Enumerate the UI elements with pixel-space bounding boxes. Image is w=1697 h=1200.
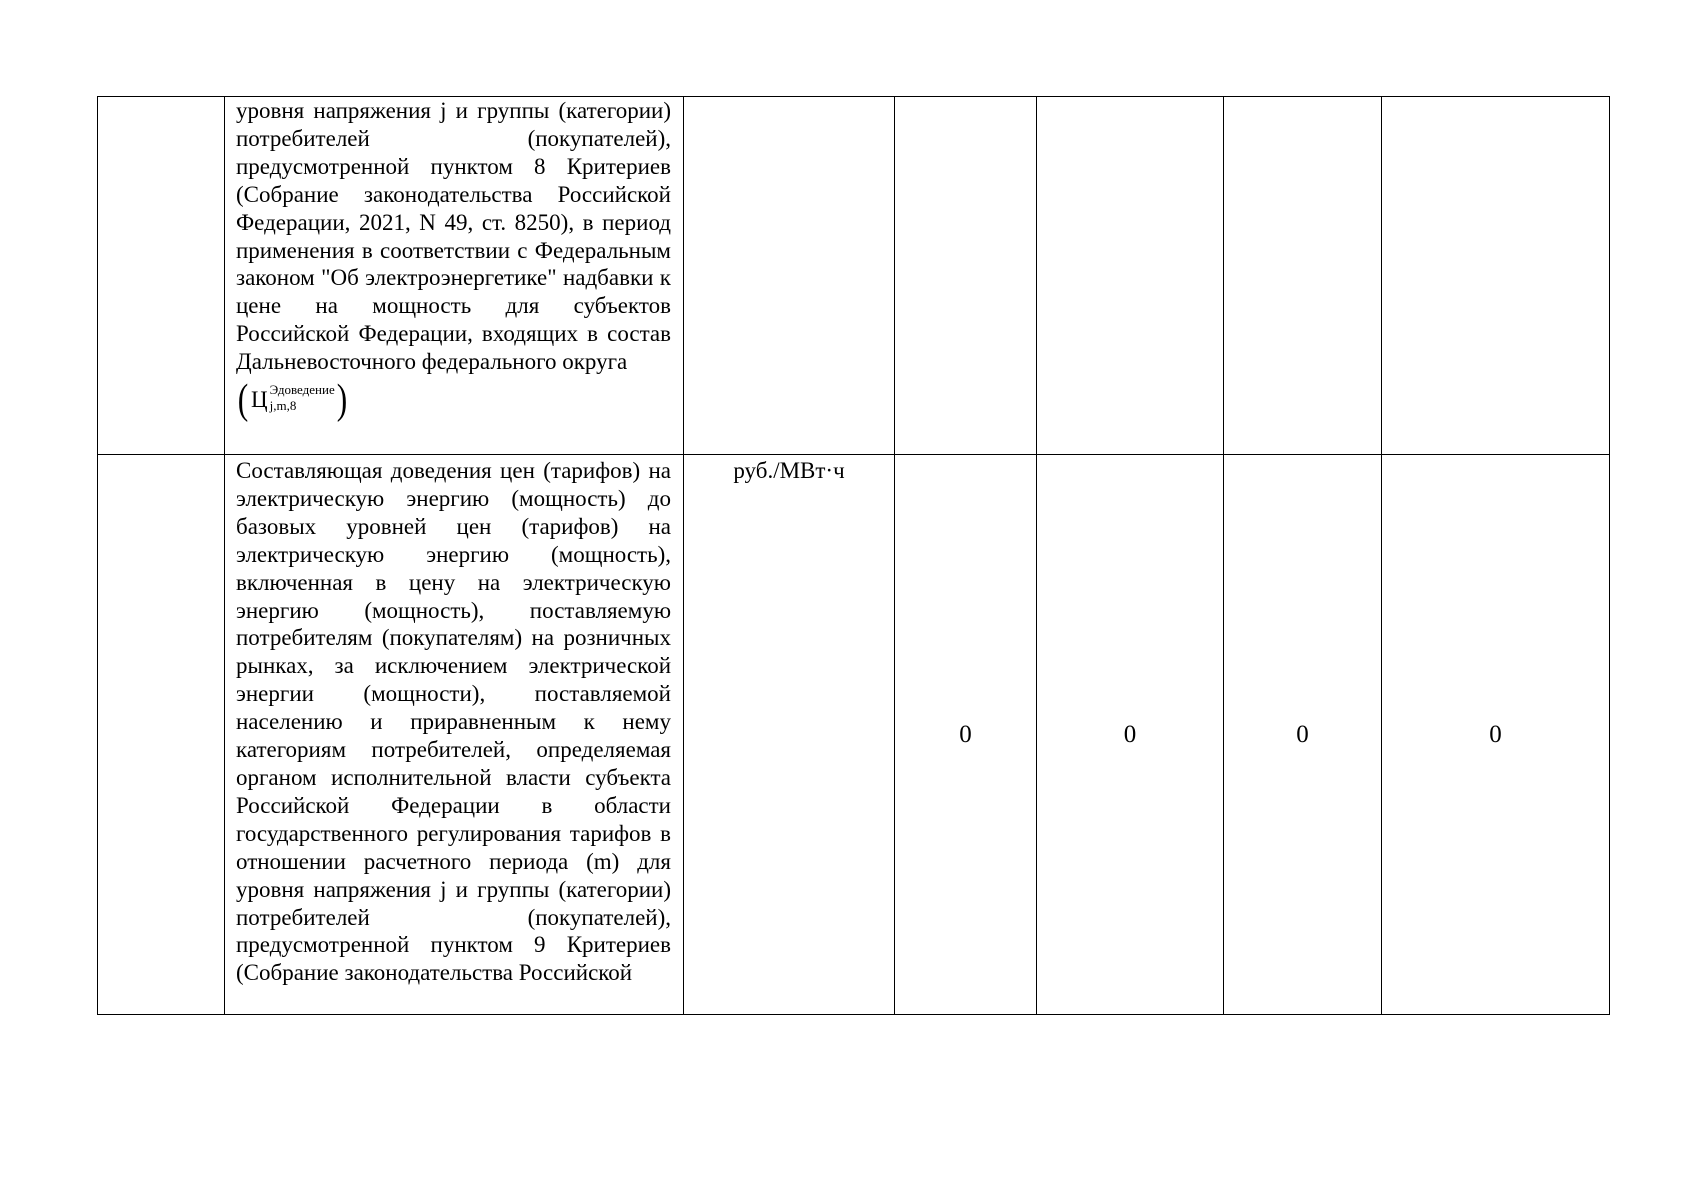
unit-cell [684,455,895,1015]
description-text: Составляющая доведения цен (тарифов) на электрическую энергию (мощность) до базовых уровней цен (тарифов) на электрическую энергию (мощность), включенная в цену на электрическую энергию (мощность), поставляемую потребителям (покупателям) на розничных рынках, за исключением электрической энергии (мощности), поставляемой населению и приравненным к нему категориям потребителей, определяемая органом исполнительной власти субъекта Российской Федерации в области государственного регулирования тарифов в отношении расчетного периода (m) для уровня напряжения j и группы (категории) потребителей (покупателей), предусмотренной пунктом 9 Критериев (Собрание законодательства Российской [236,458,671,986]
row-number-cell [98,455,225,1015]
formula-symbol: Ц [251,387,268,413]
unit-label: руб./МВт·ч [733,458,845,483]
formula-superscript: Эдоведение [269,382,335,398]
tariff-table [97,96,1610,1015]
description-cell [225,97,684,455]
value-cell [1382,97,1610,455]
description-cell [225,455,684,1015]
formula-expression: ( Ц Эдоведение j,m,8 ) [237,377,347,424]
table-row [98,97,1610,455]
value-cell: 0 [1224,455,1382,1015]
value-cell [895,97,1037,455]
value-cell: 0 [1382,455,1610,1015]
formula-subscript: j,m,8 [269,398,297,414]
description-text: уровня напряжения j и группы (категории) потребителей (покупателей), предусмотренной пунктом 8 Критериев (Собрание законодательства Российской Федерации, 2021, N 49, ст. 8250), в период применения в соответствии с Федеральным законом "Об электроэнергетике" надбавки к цене на мощность для субъектов Российской Федерации, входящих в состав Дальневосточного федерального округа [236,98,671,375]
row-number-cell [98,97,225,455]
value-cell: 0 [895,455,1037,1015]
table-row [98,455,1610,1015]
value-cell [1224,97,1382,455]
value-cell [1037,97,1224,455]
value-cell: 0 [1037,455,1224,1015]
unit-cell [684,97,895,455]
